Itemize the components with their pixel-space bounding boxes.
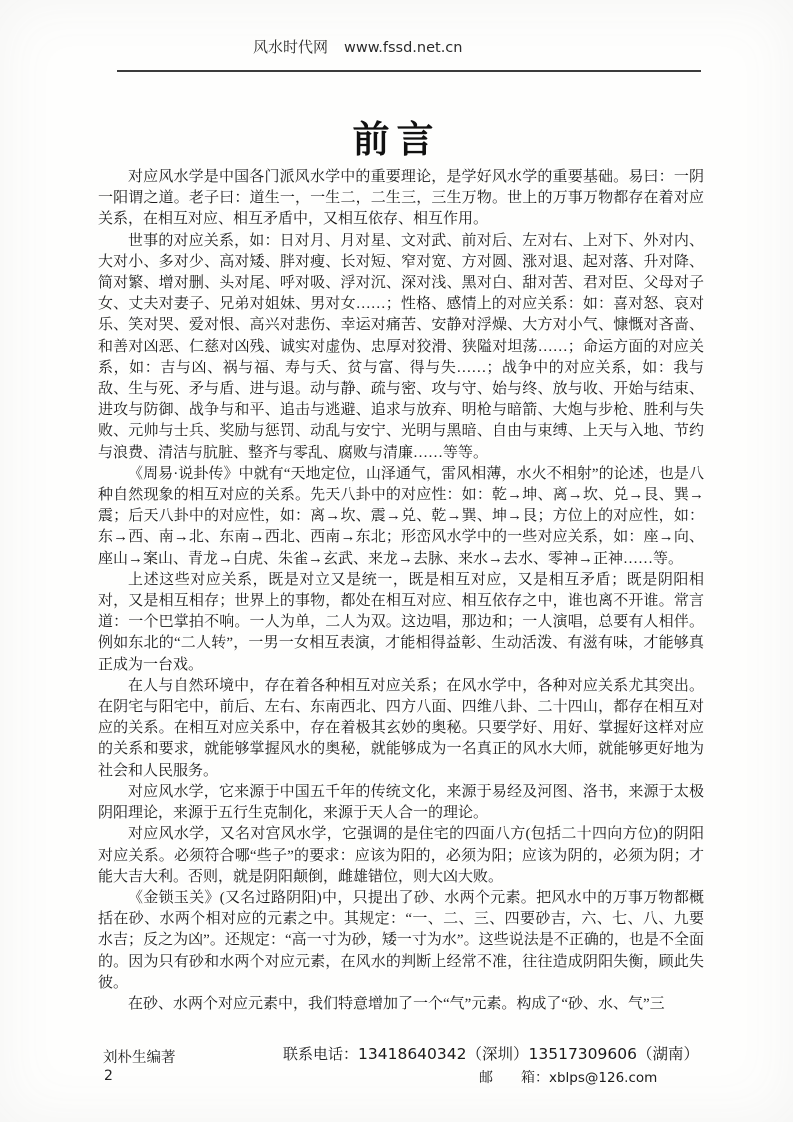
paragraph: 对应风水学，又名对宫风水学，它强调的是住宅的四面八方(包括二十四向方位)的阴阳对应关系。必须符合哪“些子”的要求：应该为阳的，必须为阳；应该为阴的，必须为阴；才能大吉大利。否则，就是阴阳颠倒，雌雄错位，则大凶大败。 [98,826,704,885]
contact-phone-numbers: 13418640342（深圳）13517309606（湖南） [358,1045,699,1063]
body-text [98,167,704,1015]
paragraph: 在人与自然环境中，存在着各种相互对应关系；在风水学中，各种对应关系尤其突出。在阴宅与阳宅中，前后、左右、东南西北、四方八面、四维八卦、二十四山，都存在相互对应的关系。在相互对应关系中，存在着极其玄妙的奥秘。只要学好、用好、掌握好这样对应的关系和要求，就能够掌握风水的奥秘，就能够成为一名真正的风水大师，就能够更好地为社会和人民服务。 [98,677,704,779]
contact-email-label: 邮 箱： [479,1071,549,1086]
paragraph: 《周易·说卦传》中就有“天地定位，山泽通气，雷风相薄，水火不相射”的论述，也是八种自然现象的相互对应的关系。先天八卦中的对应性：如：乾→坤、离→坎、兑→艮、巽→震；后天八卦中的对应性，如：离→坎、震→兑、乾→巽、坤→艮；方位上的对应性，如：东→西、南→北、东南→西北、西南→东北；形峦风水学中的一些对应关系，如：座→向、座山→案山、青龙→白虎、朱雀→玄武、来龙→去脉、来水→去水、零神→正神……等。 [98,465,704,567]
contact-email-line [479,1067,713,1087]
site-name: 风水时代网 [253,40,329,56]
contact-phone-label: 联系电话： [283,1047,359,1063]
contact-phone-line [283,1042,713,1064]
paragraph: 世事的对应关系，如：日对月、月对星、文对武、前对后、左对右、上对下、外对内、大对小、多对少、高对矮、胖对瘦、长对短、窄对宽、方对圆、涨对退、起对落、升对降、简对繁、增对删、头对尾、呼对吸、浮对沉、深对浅、黑对白、甜对苦、君对臣、父母对子女、丈夫对妻子、兄弟对姐妹、男对女……；性格、感情上的对应关系：如：喜对怒、哀对乐、笑对哭、爱对恨、高兴对悲伤、幸运对痛苦、安静对浮燥、大方对小气、慷慨对吝啬、和善对凶恶、仁慈对凶残、诚实对虚伪、忠厚对狡滑、狭隘对坦荡……；命运方面的对应关系，如：吉与凶、祸与福、寿与夭、贫与富、得与失……；战争中的对应关系，如：我与敌、生与死、矛与盾、进与退。动与静、疏与密、攻与守、始与终、放与收、开始与结束、进攻与防御、战争与和平、追击与逃避、追求与放弃、明枪与暗箭、大炮与步枪、胜利与失败、元帅与士兵、奖励与惩罚、动乱与安宁、光明与黑暗、自由与束缚、上天与入地、节约与浪费、清洁与肮脏、整齐与零乱、腐败与清廉……等等。 [98,232,704,461]
paragraph: 对应风水学是中国各门派风水学中的重要理论，是学好风水学的重要基础。易曰：一阴一阳谓之道。老子曰：道生一，一生二，二生三，三生万物。世上的万事万物都存在着对应关系，在相互对应、相互矛盾中，又相互依存、相互作用。 [98,169,704,228]
paragraph: 《金锁玉关》(又名过路阴阳)中，只提出了砂、水两个元素。把风水中的万事万物都概括在砂、水两个相对应的元素之中。其规定：“一、二、三、四要砂吉，六、七、八、九要水吉；反之为凶”。还规定：“高一寸为砂，矮一寸为水”。这些说法是不正确的，也是不全面的。因为只有砂和水两个对应元素，在风水的判断上经常不准，往往造成阴阳失衡，顾此失彼。 [98,889,704,991]
page-number: 2 [104,1068,113,1084]
paragraph: 对应风水学，它来源于中国五千年的传统文化，来源于易经及河图、洛书，来源于太极阴阳理论，来源于五行生克制化，来源于天人合一的理论。 [98,783,704,822]
author-credit: 刘朴生编著 [103,1050,176,1066]
header-divider [117,70,701,72]
contact-email-address: xblps@126.com [549,1070,658,1086]
contact-info [283,1042,713,1087]
paragraph: 在砂、水两个对应元素中，我们特意增加了一个“气”元素。构成了“砂、水、气”三 [128,995,665,1012]
page-title: 前言 [352,119,441,161]
site-header [253,36,462,57]
paragraph: 上述这些对应关系，既是对立又是统一，既是相互对应，又是相互矛盾；既是阴阳相对，又是相互相存；世界上的事物，都处在相互对应、相互依存之中，谁也离不开谁。常言道：一个巴掌拍不响。一人为单，二人为双。这边唱，那边和；一人演唱，总要有人相伴。例如东北的“二人转”，一男一女相互表演，才能相得益彰、生动活泼、有滋有味，才能够真正成为一台戏。 [98,571,704,673]
site-url: www.fssd.net.cn [344,40,463,56]
